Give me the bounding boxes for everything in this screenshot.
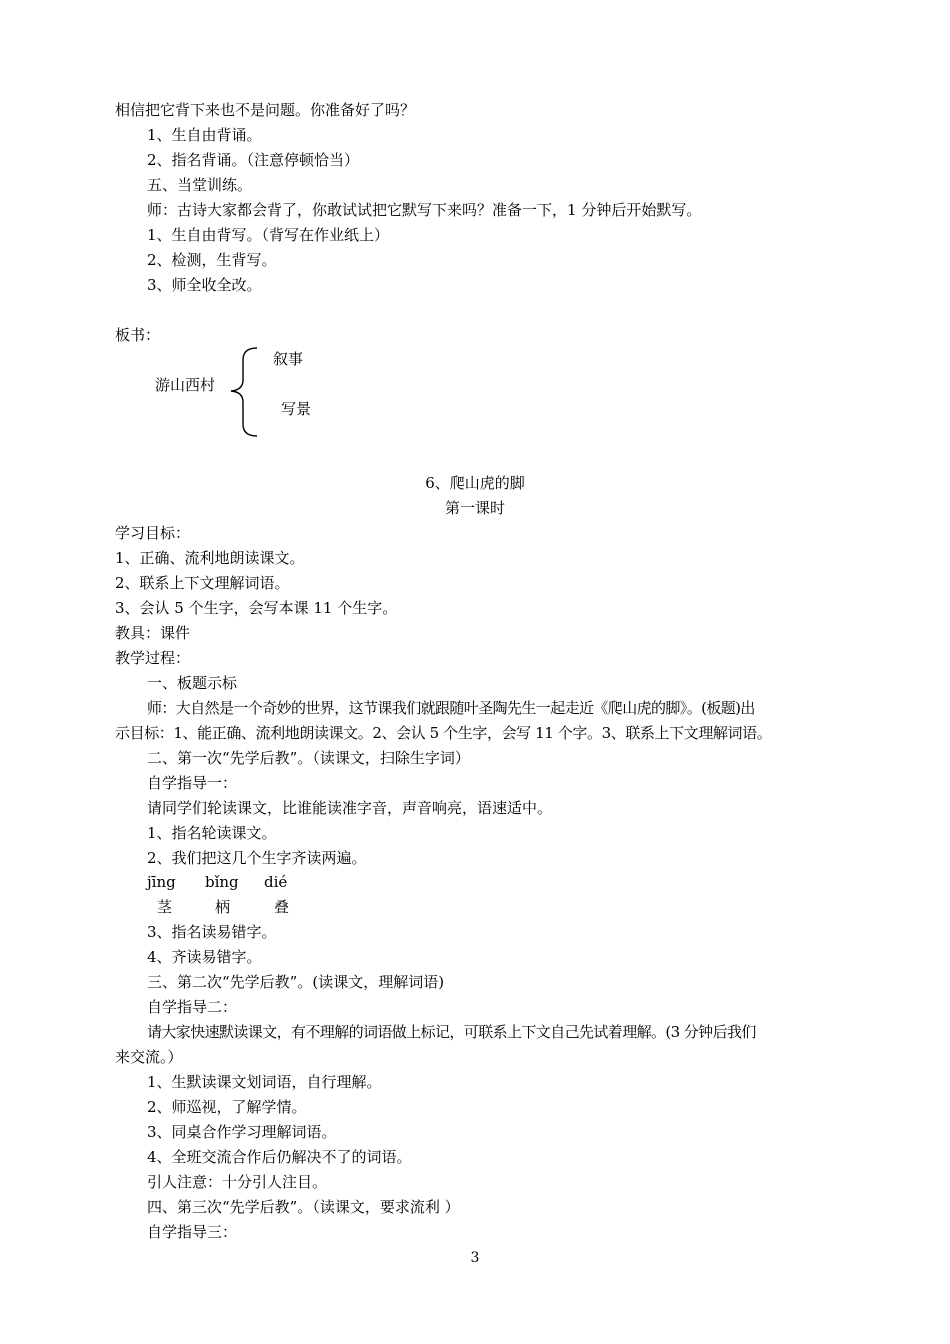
board-item-scenery: 写景 xyxy=(281,400,312,418)
text-line: 引人注意：十分引人注目。 xyxy=(147,1173,328,1191)
pinyin: bǐng xyxy=(205,873,239,891)
text-line: 一、板题示标 xyxy=(147,674,238,692)
text-line: 二、第一次“先学后教”。（读课文，扫除生字词） xyxy=(147,749,470,767)
text-line: 师：古诗大家都会背了，你敢试试把它默写下来吗？准备一下，1 分钟后开始默写。 xyxy=(147,201,702,219)
text-line: 师：大自然是一个奇妙的世界，这节课我们就跟随叶圣陶先生一起走近《爬山虎的脚》。(板题)出 xyxy=(147,699,755,717)
pinyin: dié xyxy=(264,873,288,891)
text-line: 相信把它背下来也不是问题。你准备好了吗？ xyxy=(115,101,416,119)
text-line: 教学过程： xyxy=(115,649,191,667)
character: 茎 xyxy=(157,898,173,916)
text-line: 3、同桌合作学习理解词语。 xyxy=(147,1123,337,1141)
character: 柄 xyxy=(215,898,231,916)
text-line: 1、生自由背写。（背写在作业纸上） xyxy=(147,226,390,244)
text-line: 1、正确、流利地朗读课文。 xyxy=(115,549,305,567)
text-line: 请同学们轮读课文，比谁能读准字音，声音响亮，语速适中。 xyxy=(147,799,553,817)
text-line: 2、我们把这几个生字齐读两遍。 xyxy=(147,849,367,867)
text-line: 自学指导一： xyxy=(147,774,238,792)
lesson-title: 6、爬山虎的脚 xyxy=(425,474,525,492)
text-line: 2、师巡视，了解学情。 xyxy=(147,1098,307,1116)
text-line: 1、生默读课文划词语，自行理解。 xyxy=(147,1073,382,1091)
text-line: 2、检测，生背写。 xyxy=(147,251,277,269)
text-line: 五、当堂训练。 xyxy=(147,176,253,194)
character: 叠 xyxy=(274,898,290,916)
text-line: 1、指名轮读课文。 xyxy=(147,824,277,842)
board-item-narrative: 叙事 xyxy=(273,350,304,368)
text-line: 3、指名读易错字。 xyxy=(147,923,277,941)
text-line: 学习目标： xyxy=(115,524,191,542)
text-line: 请大家快速默读课文，有不理解的词语做上标记，可联系上下文自己先试着理解。(3 分钟后我们 xyxy=(147,1023,756,1041)
text-line: 2、联系上下文理解词语。 xyxy=(115,574,290,592)
text-line: 自学指导三： xyxy=(147,1223,238,1241)
curly-brace-icon xyxy=(225,346,265,438)
text-line: 四、第三次“先学后教”。（读课文，要求流利 ） xyxy=(147,1198,460,1216)
text-line: 三、第二次“先学后教”。(读课文，理解词语) xyxy=(147,973,445,991)
text-line: 示目标：1、能正确、流利地朗读课文。2、会认 5 个生字，会写 11 个字。3、联系上下文理解词语。 xyxy=(115,724,772,742)
board-label: 板书： xyxy=(115,326,161,344)
text-line: 3、师全收全改。 xyxy=(147,276,262,294)
board-title: 游山西村 xyxy=(155,376,216,394)
text-line: 4、全班交流合作后仍解决不了的词语。 xyxy=(147,1148,412,1166)
text-line: 教具：课件 xyxy=(115,624,191,642)
text-line: 1、生自由背诵。 xyxy=(147,126,262,144)
text-line: 3、会认 5 个生字，会写本课 11 个生字。 xyxy=(115,599,398,617)
pinyin: jīng xyxy=(147,873,176,891)
text-line: 自学指导二： xyxy=(147,998,238,1016)
text-line: 来交流。） xyxy=(115,1048,183,1066)
text-line: 2、指名背诵。（注意停顿恰当） xyxy=(147,151,360,169)
lesson-subtitle: 第一课时 xyxy=(444,499,505,517)
page-number: 3 xyxy=(470,1250,480,1266)
text-line: 4、齐读易错字。 xyxy=(147,948,262,966)
